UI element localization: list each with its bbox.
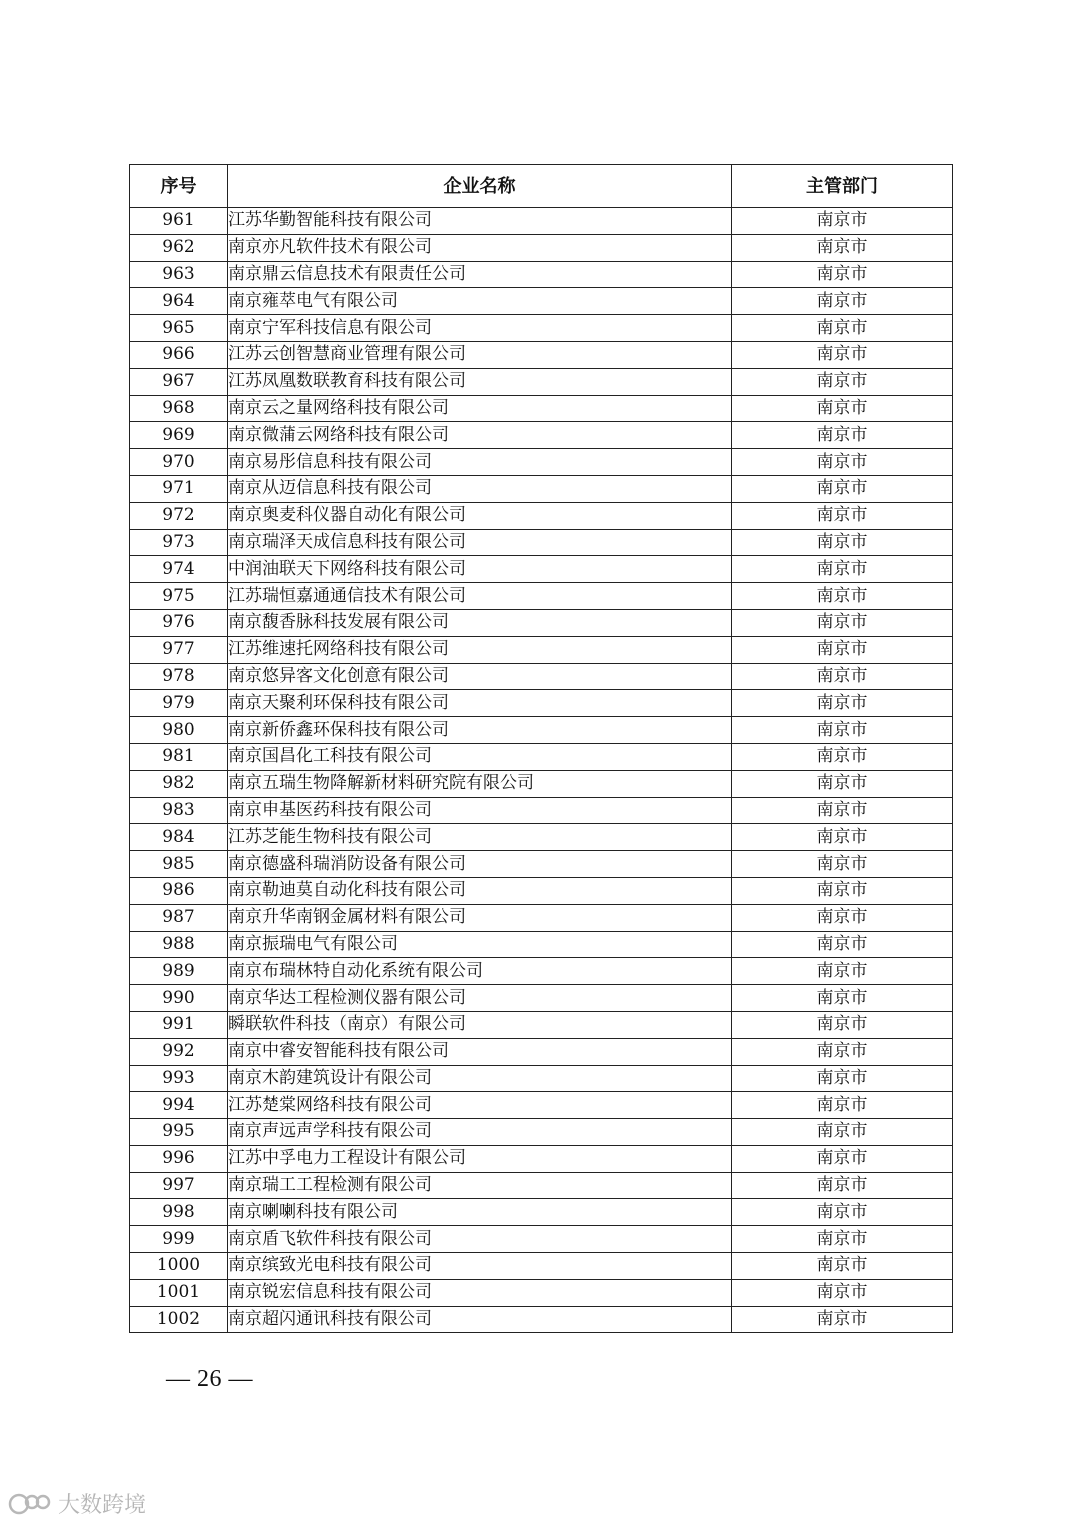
enterprise-name-cell: 江苏芝能生物科技有限公司 (228, 824, 732, 851)
serial-number-cell: 961 (130, 208, 228, 235)
serial-number-cell: 964 (130, 288, 228, 315)
table-row (130, 288, 953, 315)
table-row (130, 1119, 953, 1146)
department-cell: 南京市 (732, 824, 953, 851)
enterprise-name-cell: 南京微蒲云网络科技有限公司 (228, 422, 732, 449)
table-row (130, 1199, 953, 1226)
table-row (130, 529, 953, 556)
enterprise-name-cell: 南京从迈信息科技有限公司 (228, 475, 732, 502)
table-row (130, 1092, 953, 1119)
serial-number-cell: 968 (130, 395, 228, 422)
department-cell: 南京市 (732, 208, 953, 235)
department-cell: 南京市 (732, 1011, 953, 1038)
department-cell: 南京市 (732, 261, 953, 288)
serial-number-cell: 979 (130, 690, 228, 717)
department-cell: 南京市 (732, 717, 953, 744)
enterprise-name-cell: 南京振瑞电气有限公司 (228, 931, 732, 958)
enterprise-name-cell: 中润油联天下网络科技有限公司 (228, 556, 732, 583)
department-cell: 南京市 (732, 234, 953, 261)
enterprise-name-cell: 南京瑞工工程检测有限公司 (228, 1172, 732, 1199)
department-cell: 南京市 (732, 1038, 953, 1065)
serial-number-cell: 1002 (130, 1306, 228, 1333)
serial-number-cell: 989 (130, 958, 228, 985)
enterprise-name-cell: 江苏凤凰数联教育科技有限公司 (228, 368, 732, 395)
enterprise-name-cell: 南京瑞泽天成信息科技有限公司 (228, 529, 732, 556)
enterprise-name-cell: 南京喇喇科技有限公司 (228, 1199, 732, 1226)
department-cell: 南京市 (732, 1279, 953, 1306)
department-cell: 南京市 (732, 770, 953, 797)
serial-number-cell: 972 (130, 502, 228, 529)
serial-number-cell: 988 (130, 931, 228, 958)
department-cell: 南京市 (732, 877, 953, 904)
serial-number-cell: 982 (130, 770, 228, 797)
enterprise-name-cell: 江苏云创智慧商业管理有限公司 (228, 341, 732, 368)
enterprise-name-cell: 南京亦凡软件技术有限公司 (228, 234, 732, 261)
serial-number-cell: 990 (130, 985, 228, 1012)
enterprise-name-cell: 南京天聚利环保科技有限公司 (228, 690, 732, 717)
table-row (130, 502, 953, 529)
enterprise-name-cell: 南京布瑞林特自动化系统有限公司 (228, 958, 732, 985)
enterprise-name-cell: 南京悠异客文化创意有限公司 (228, 663, 732, 690)
serial-number-cell: 994 (130, 1092, 228, 1119)
enterprise-name-cell: 南京缤致光电科技有限公司 (228, 1253, 732, 1280)
serial-number-cell: 974 (130, 556, 228, 583)
department-cell: 南京市 (732, 395, 953, 422)
table-header-row (130, 165, 953, 208)
table-row (130, 663, 953, 690)
enterprise-name-cell: 江苏华勤智能科技有限公司 (228, 208, 732, 235)
enterprise-name-cell: 南京德盛科瑞消防设备有限公司 (228, 851, 732, 878)
department-cell: 南京市 (732, 851, 953, 878)
department-cell: 南京市 (732, 1092, 953, 1119)
serial-number-cell: 986 (130, 877, 228, 904)
table-row (130, 1226, 953, 1253)
serial-number-cell: 981 (130, 743, 228, 770)
table-row (130, 743, 953, 770)
enterprise-name-cell: 南京宁军科技信息有限公司 (228, 315, 732, 342)
enterprise-name-cell: 南京雍萃电气有限公司 (228, 288, 732, 315)
department-cell: 南京市 (732, 743, 953, 770)
department-cell: 南京市 (732, 475, 953, 502)
enterprise-name-cell: 南京超闪通讯科技有限公司 (228, 1306, 732, 1333)
serial-number-cell: 984 (130, 824, 228, 851)
enterprise-name-cell: 南京中睿安智能科技有限公司 (228, 1038, 732, 1065)
table-row (130, 1038, 953, 1065)
department-cell: 南京市 (732, 502, 953, 529)
department-cell: 南京市 (732, 315, 953, 342)
table-row (130, 1172, 953, 1199)
serial-number-cell: 962 (130, 234, 228, 261)
enterprise-name-cell: 南京盾飞软件科技有限公司 (228, 1226, 732, 1253)
serial-number-cell: 1000 (130, 1253, 228, 1280)
department-cell: 南京市 (732, 288, 953, 315)
table-row (130, 1145, 953, 1172)
serial-number-cell: 966 (130, 341, 228, 368)
table-row (130, 609, 953, 636)
department-cell: 南京市 (732, 1145, 953, 1172)
enterprise-name-cell: 南京五瑞生物降解新材料研究院有限公司 (228, 770, 732, 797)
table-row (130, 931, 953, 958)
table-row (130, 824, 953, 851)
table-row (130, 1253, 953, 1280)
enterprise-name-cell: 南京升华南钢金属材料有限公司 (228, 904, 732, 931)
enterprise-name-cell: 南京馥香脉科技发展有限公司 (228, 609, 732, 636)
serial-number-cell: 983 (130, 797, 228, 824)
department-cell: 南京市 (732, 1226, 953, 1253)
header-serial-number: 序号 (130, 165, 228, 208)
watermark-text: 大数跨境 (58, 1493, 147, 1518)
table-row (130, 583, 953, 610)
enterprise-name-cell: 南京声远声学科技有限公司 (228, 1119, 732, 1146)
department-cell: 南京市 (732, 1253, 953, 1280)
enterprise-name-cell: 南京新侨鑫环保科技有限公司 (228, 717, 732, 744)
header-department: 主管部门 (732, 165, 953, 208)
enterprise-name-cell: 江苏中孚电力工程设计有限公司 (228, 1145, 732, 1172)
department-cell: 南京市 (732, 422, 953, 449)
enterprise-name-cell: 江苏维速托网络科技有限公司 (228, 636, 732, 663)
department-cell: 南京市 (732, 1065, 953, 1092)
table-row (130, 1011, 953, 1038)
table-row (130, 958, 953, 985)
serial-number-cell: 965 (130, 315, 228, 342)
enterprise-name-cell: 南京国昌化工科技有限公司 (228, 743, 732, 770)
watermark-logo-icon (8, 1491, 52, 1517)
enterprise-name-cell: 南京申基医药科技有限公司 (228, 797, 732, 824)
department-cell: 南京市 (732, 1306, 953, 1333)
department-cell: 南京市 (732, 556, 953, 583)
enterprise-name-cell: 南京锐宏信息科技有限公司 (228, 1279, 732, 1306)
department-cell: 南京市 (732, 583, 953, 610)
department-cell: 南京市 (732, 958, 953, 985)
serial-number-cell: 978 (130, 663, 228, 690)
serial-number-cell: 1001 (130, 1279, 228, 1306)
department-cell: 南京市 (732, 636, 953, 663)
serial-number-cell: 980 (130, 717, 228, 744)
department-cell: 南京市 (732, 529, 953, 556)
serial-number-cell: 996 (130, 1145, 228, 1172)
serial-number-cell: 993 (130, 1065, 228, 1092)
table-row (130, 851, 953, 878)
serial-number-cell: 973 (130, 529, 228, 556)
serial-number-cell: 963 (130, 261, 228, 288)
department-cell: 南京市 (732, 368, 953, 395)
table-row (130, 315, 953, 342)
table-row (130, 1279, 953, 1306)
table-row (130, 717, 953, 744)
table-row (130, 690, 953, 717)
enterprise-name-cell: 江苏楚棠网络科技有限公司 (228, 1092, 732, 1119)
table-row (130, 422, 953, 449)
table-row (130, 1065, 953, 1092)
serial-number-cell: 997 (130, 1172, 228, 1199)
table-row (130, 341, 953, 368)
serial-number-cell: 975 (130, 583, 228, 610)
enterprise-name-cell: 南京奥麦科仪器自动化有限公司 (228, 502, 732, 529)
watermark (8, 1488, 146, 1519)
table-row (130, 368, 953, 395)
table-row (130, 261, 953, 288)
department-cell: 南京市 (732, 985, 953, 1012)
enterprise-name-cell: 南京鼎云信息技术有限责任公司 (228, 261, 732, 288)
department-cell: 南京市 (732, 931, 953, 958)
serial-number-cell: 992 (130, 1038, 228, 1065)
table-row (130, 877, 953, 904)
enterprise-name-cell: 南京云之量网络科技有限公司 (228, 395, 732, 422)
table-body (130, 208, 953, 1333)
department-cell: 南京市 (732, 341, 953, 368)
table-row (130, 904, 953, 931)
serial-number-cell: 995 (130, 1119, 228, 1146)
department-cell: 南京市 (732, 797, 953, 824)
table-row (130, 395, 953, 422)
table-row (130, 770, 953, 797)
table-row (130, 985, 953, 1012)
enterprise-name-cell: 江苏瑞恒嘉通通信技术有限公司 (228, 583, 732, 610)
table-row (130, 208, 953, 235)
serial-number-cell: 985 (130, 851, 228, 878)
department-cell: 南京市 (732, 663, 953, 690)
serial-number-cell: 976 (130, 609, 228, 636)
serial-number-cell: 969 (130, 422, 228, 449)
enterprise-name-cell: 南京木韵建筑设计有限公司 (228, 1065, 732, 1092)
page-number: — 26 — (166, 1366, 253, 1392)
table-row (130, 1306, 953, 1333)
serial-number-cell: 991 (130, 1011, 228, 1038)
table-row (130, 475, 953, 502)
serial-number-cell: 999 (130, 1226, 228, 1253)
department-cell: 南京市 (732, 449, 953, 476)
department-cell: 南京市 (732, 904, 953, 931)
enterprise-name-cell: 南京华达工程检测仪器有限公司 (228, 985, 732, 1012)
enterprise-table (129, 164, 953, 1333)
enterprise-name-cell: 南京勒迪莫自动化科技有限公司 (228, 877, 732, 904)
department-cell: 南京市 (732, 690, 953, 717)
serial-number-cell: 987 (130, 904, 228, 931)
serial-number-cell: 967 (130, 368, 228, 395)
table-row (130, 556, 953, 583)
table-row (130, 797, 953, 824)
department-cell: 南京市 (732, 1172, 953, 1199)
serial-number-cell: 971 (130, 475, 228, 502)
serial-number-cell: 970 (130, 449, 228, 476)
serial-number-cell: 977 (130, 636, 228, 663)
table-row (130, 636, 953, 663)
serial-number-cell: 998 (130, 1199, 228, 1226)
enterprise-name-cell: 南京易彤信息科技有限公司 (228, 449, 732, 476)
department-cell: 南京市 (732, 1199, 953, 1226)
enterprise-name-cell: 瞬联软件科技（南京）有限公司 (228, 1011, 732, 1038)
table-row (130, 449, 953, 476)
header-enterprise-name: 企业名称 (228, 165, 732, 208)
table-row (130, 234, 953, 261)
department-cell: 南京市 (732, 609, 953, 636)
department-cell: 南京市 (732, 1119, 953, 1146)
